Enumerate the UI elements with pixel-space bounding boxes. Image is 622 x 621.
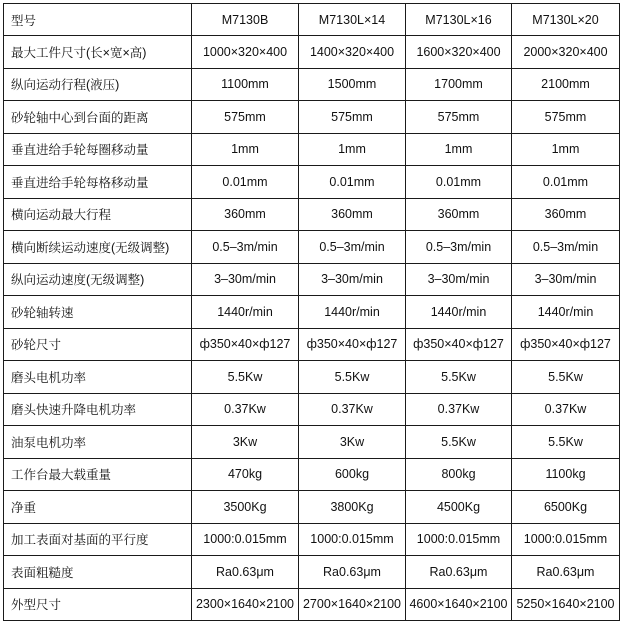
table-cell: 3–30m/min [512, 263, 620, 296]
table-cell: 3–30m/min [406, 263, 512, 296]
table-cell: 0.01mm [299, 166, 406, 199]
table-cell: 0.5–3m/min [406, 231, 512, 264]
table-cell: 575mm [299, 101, 406, 134]
row-label: 外型尺寸 [4, 588, 192, 621]
header-cell-m7130l-20: M7130L×20 [512, 4, 620, 36]
table-cell: 575mm [192, 101, 299, 134]
table-cell: 3800Kg [299, 491, 406, 524]
table-row [4, 523, 620, 556]
table-cell: 5250×1640×2100 [512, 588, 620, 621]
table-cell: 1mm [406, 133, 512, 166]
row-label: 垂直进给手轮每圈移动量 [4, 133, 192, 166]
table-row [4, 68, 620, 101]
table-row [4, 426, 620, 459]
table-cell: 5.5Kw [512, 361, 620, 394]
table-cell: 1100mm [192, 68, 299, 101]
table-cell: 1440r/min [192, 296, 299, 329]
table-cell: 0.5–3m/min [299, 231, 406, 264]
row-label: 最大工件尺寸(长×宽×高) [4, 36, 192, 69]
table-cell: 0.01mm [406, 166, 512, 199]
table-cell: 1700mm [406, 68, 512, 101]
row-label: 磨头电机功率 [4, 361, 192, 394]
row-label: 纵向运动行程(液压) [4, 68, 192, 101]
table-cell: 2100mm [512, 68, 620, 101]
row-label: 砂轮轴转速 [4, 296, 192, 329]
row-label: 工作台最大载重量 [4, 458, 192, 491]
table-cell: 1mm [512, 133, 620, 166]
table-row [4, 296, 620, 329]
table-cell: 1mm [299, 133, 406, 166]
row-label: 垂直进给手轮每格移动量 [4, 166, 192, 199]
table-cell: 5.5Kw [192, 361, 299, 394]
table-cell: 575mm [512, 101, 620, 134]
table-cell: 3Kw [192, 426, 299, 459]
table-cell: 0.37Kw [299, 393, 406, 426]
table-cell: 1100kg [512, 458, 620, 491]
table-cell: 5.5Kw [299, 361, 406, 394]
table-cell: 1400×320×400 [299, 36, 406, 69]
table-row [4, 133, 620, 166]
table-row [4, 491, 620, 524]
row-label: 纵向运动速度(无级调整) [4, 263, 192, 296]
row-label: 砂轮轴中心到台面的距离 [4, 101, 192, 134]
row-label: 磨头快速升降电机功率 [4, 393, 192, 426]
table-cell: 360mm [512, 198, 620, 231]
table-cell: 360mm [299, 198, 406, 231]
table-cell: 1000:0.015mm [406, 523, 512, 556]
table-cell: 6500Kg [512, 491, 620, 524]
table-cell: ф350×40×ф127 [192, 328, 299, 361]
table-row [4, 361, 620, 394]
row-label: 加工表面对基面的平行度 [4, 523, 192, 556]
table-cell: ф350×40×ф127 [299, 328, 406, 361]
table-cell: 360mm [192, 198, 299, 231]
table-cell: 1440r/min [299, 296, 406, 329]
table-cell: 3–30m/min [192, 263, 299, 296]
table-cell: 0.37Kw [192, 393, 299, 426]
table-row [4, 393, 620, 426]
table-cell: Ra0.63μm [299, 556, 406, 589]
table-cell: 4600×1640×2100 [406, 588, 512, 621]
header-cell-m7130l-16: M7130L×16 [406, 4, 512, 36]
row-label: 净重 [4, 491, 192, 524]
table-cell: 0.01mm [512, 166, 620, 199]
header-cell-m7130b: M7130B [192, 4, 299, 36]
table-row [4, 263, 620, 296]
table-header-row [4, 4, 620, 36]
table-cell: 470kg [192, 458, 299, 491]
table-cell: Ra0.63μm [406, 556, 512, 589]
table-cell: 1600×320×400 [406, 36, 512, 69]
row-label: 油泵电机功率 [4, 426, 192, 459]
row-label: 横向断续运动速度(无级调整) [4, 231, 192, 264]
table-cell: 575mm [406, 101, 512, 134]
table-cell: 0.37Kw [406, 393, 512, 426]
table-cell: 2000×320×400 [512, 36, 620, 69]
spec-table [3, 3, 620, 621]
table-row [4, 101, 620, 134]
row-label: 砂轮尺寸 [4, 328, 192, 361]
table-cell: 3500Kg [192, 491, 299, 524]
table-cell: 1440r/min [406, 296, 512, 329]
table-cell: 1mm [192, 133, 299, 166]
table-cell: Ra0.63μm [512, 556, 620, 589]
table-cell: 2700×1640×2100 [299, 588, 406, 621]
table-cell: 1500mm [299, 68, 406, 101]
row-label: 表面粗糙度 [4, 556, 192, 589]
table-row [4, 458, 620, 491]
table-cell: 0.5–3m/min [192, 231, 299, 264]
table-cell: ф350×40×ф127 [406, 328, 512, 361]
table-cell: 1000×320×400 [192, 36, 299, 69]
table-cell: 800kg [406, 458, 512, 491]
header-cell-m7130l-14: M7130L×14 [299, 4, 406, 36]
table-cell: 4500Kg [406, 491, 512, 524]
table-cell: 600kg [299, 458, 406, 491]
table-cell: 0.5–3m/min [512, 231, 620, 264]
header-cell-model-label: 型号 [4, 4, 192, 36]
row-label: 横向运动最大行程 [4, 198, 192, 231]
table-body [4, 36, 620, 621]
table-cell: 3–30m/min [299, 263, 406, 296]
table-cell: 5.5Kw [406, 426, 512, 459]
table-cell: 2300×1640×2100 [192, 588, 299, 621]
table-cell: 1440r/min [512, 296, 620, 329]
table-row [4, 556, 620, 589]
table-cell: 5.5Kw [512, 426, 620, 459]
table-cell: 1000:0.015mm [192, 523, 299, 556]
table-cell: 1000:0.015mm [512, 523, 620, 556]
table-row [4, 36, 620, 69]
table-cell: 1000:0.015mm [299, 523, 406, 556]
table-cell: 360mm [406, 198, 512, 231]
table-cell: 0.01mm [192, 166, 299, 199]
table-cell: Ra0.63μm [192, 556, 299, 589]
table-cell: 3Kw [299, 426, 406, 459]
table-row [4, 166, 620, 199]
table-row [4, 588, 620, 621]
table-row [4, 231, 620, 264]
table-cell: ф350×40×ф127 [512, 328, 620, 361]
table-row [4, 198, 620, 231]
table-cell: 0.37Kw [512, 393, 620, 426]
table-cell: 5.5Kw [406, 361, 512, 394]
table-row [4, 328, 620, 361]
